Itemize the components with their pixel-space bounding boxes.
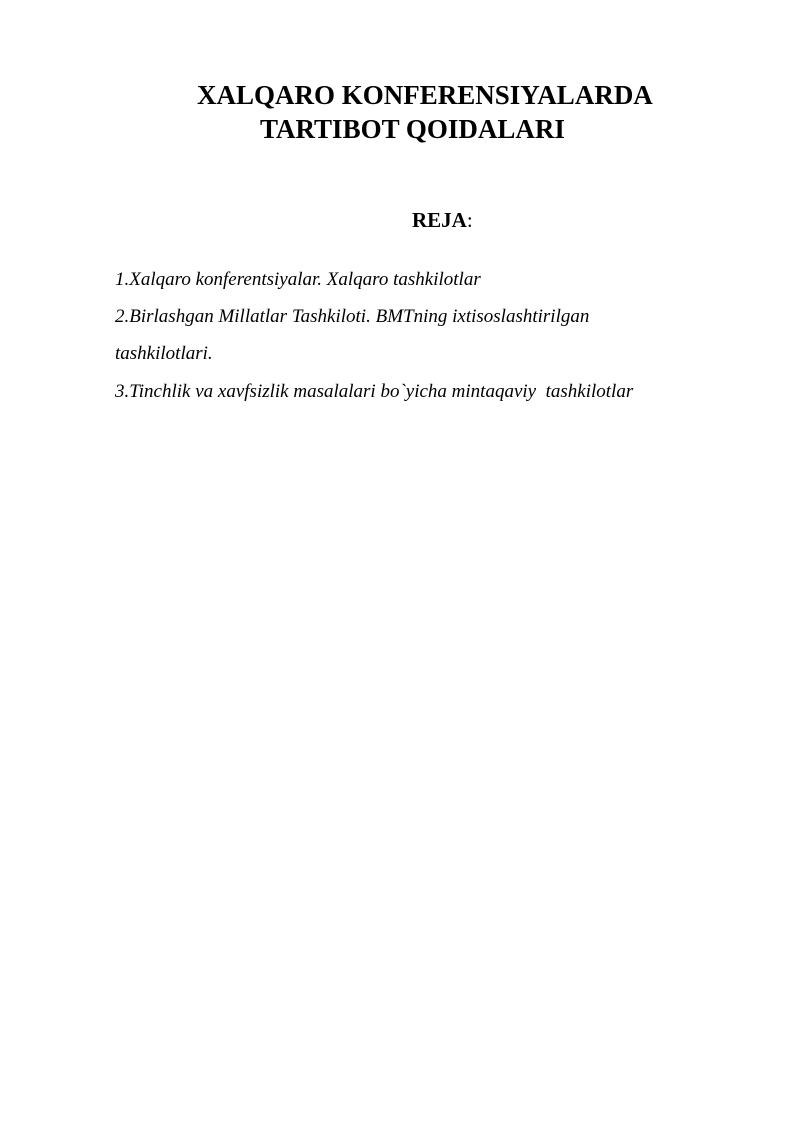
plan-heading — [412, 207, 473, 233]
plan-item-3: 3.Tinchlik va xavfsizlik masalalari bo`yicha mintaqaviy tashkilotlar — [115, 381, 634, 402]
plan-item-2-continuation: tashkilotlari. — [115, 343, 213, 364]
plan-heading-colon: : — [466, 208, 473, 232]
document-title-line-1: XALQARO KONFERENSIYALARDA — [197, 80, 653, 110]
plan-heading-text: REJA — [412, 208, 467, 232]
document-title-line-2: TARTIBOT QOIDALARI — [260, 114, 565, 144]
plan-item-2: 2.Birlashgan Millatlar Tashkiloti. BMTning ixtisoslashtirilgan — [115, 306, 590, 327]
plan-item-1: 1.Xalqaro konferentsiyalar. Xalqaro tashkilotlar — [115, 269, 481, 290]
